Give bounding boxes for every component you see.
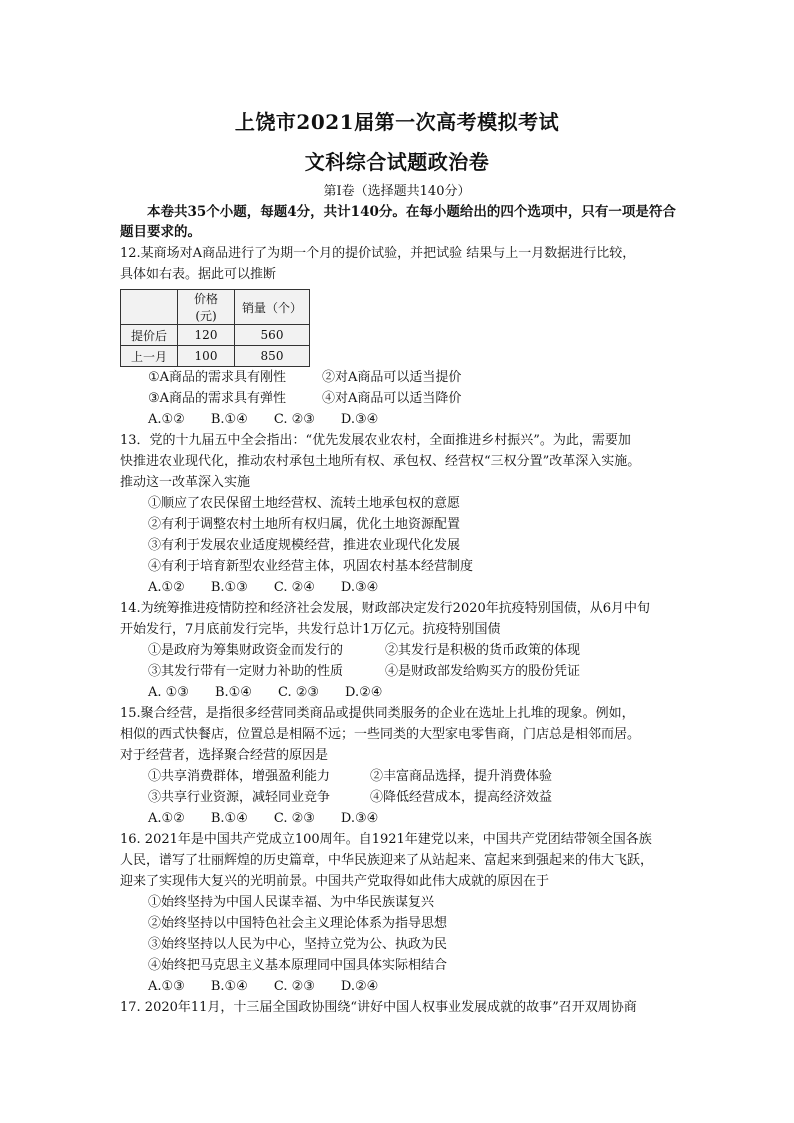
- answer-choice: A.①③: [148, 979, 185, 994]
- q12-answer-choices: [148, 410, 404, 430]
- q15-stem-line-2: 相似的西式快餐店，位置总是相隔不远；一些同类的大型家电零售商，门店总是相邻而居。: [120, 727, 641, 742]
- answer-choice: C. ②③: [273, 811, 315, 826]
- q14-option-3: ③其发行带有一定财力补助的性质: [148, 664, 344, 679]
- answer-choice: B.①④: [214, 685, 252, 700]
- answer-choice: C. ②③: [277, 685, 320, 700]
- q12-option-3: ③A商品的需求具有弹性: [148, 391, 287, 406]
- instruction-text: 本卷共35个小题，每题4分，共计140分。在每小题给出的四个选项中，只有一项是符合题目要求的。: [120, 204, 676, 240]
- q16-stem-line-2: 人民，谱写了壮丽辉煌的历史篇章，中华民族迎来了从站起来、富起来到强起来的伟大飞跃，: [120, 853, 654, 868]
- q15-stem-line-1: 15.聚合经营，是指很多经营同类商品或提供同类服务的企业在选址上扎堆的现象。例如，: [120, 706, 635, 721]
- table-cell: 560: [235, 325, 310, 346]
- q17-stem-line-1: 17. 2020年11月，十三届全国政协围绕“讲好中国人权事业发展成就的故事”召开双周协商: [120, 1000, 637, 1015]
- q12-data-table: [120, 289, 310, 367]
- table-header-cell: 价格(元): [178, 290, 235, 325]
- q14-answer-choices: [148, 683, 408, 703]
- q15-option-4: ④降低经营成本，提高经济效益: [370, 790, 553, 805]
- q12-option-1: ①A商品的需求具有刚性: [148, 370, 287, 385]
- answer-choice: D.②④: [345, 685, 383, 700]
- answer-choice: B.①④: [210, 811, 248, 826]
- table-cell: 100: [178, 346, 235, 367]
- q14-stem-line-2: 开始发行，7月底前发行完毕，共发行总计1万亿元。抗疫特别国债: [120, 622, 501, 637]
- q12-option-2: ②对A商品可以适当提价: [322, 370, 462, 385]
- exam-title: 上饶市2021届第一次高考模拟考试: [234, 110, 560, 134]
- q16-option-4: ④始终把马克思主义基本原理同中国具体实际相结合: [148, 958, 448, 973]
- answer-choice: B.①③: [210, 580, 248, 595]
- section-heading: 第Ⅰ卷（选择题共140分）: [323, 184, 471, 199]
- q16-answer-choices: [148, 977, 404, 997]
- answer-choice: A.①②: [148, 580, 185, 595]
- q15-answer-choices: [148, 809, 404, 829]
- q12-option-4: ④对A商品可以适当降价: [322, 391, 462, 406]
- q16-option-2: ②始终坚持以中国特色社会主义理论体系为指导思想: [148, 916, 448, 931]
- q15-option-2: ②丰富商品选择，提升消费体验: [370, 769, 553, 784]
- q12-stem-line-2: 具体如右表。据此可以推断: [120, 267, 277, 282]
- answer-choice: D.②④: [340, 979, 379, 994]
- q15-stem-line-3: 对于经营者，选择聚合经营的原因是: [120, 748, 329, 763]
- q14-option-4: ④是财政部发给购买方的股份凭证: [385, 664, 581, 679]
- table-cell: 120: [178, 325, 235, 346]
- q13-stem-line-3: 推动这一改革深入实施: [120, 475, 251, 490]
- table-row: [121, 325, 310, 346]
- q13-stem-line-1: 13．党的十九届五中全会指出：“优先发展农业农村，全面推进乡村振兴”。为此，需要加: [120, 433, 631, 448]
- q14-option-2: ②其发行是积极的货币政策的体现: [385, 643, 581, 658]
- exam-subtitle: 文科综合试题政治卷: [304, 150, 490, 174]
- q15-option-1: ①共享消费群体，增强盈利能力: [148, 769, 331, 784]
- q16-stem-line-3: 迎来了实现伟大复兴的光明前景。中国共产党取得如此伟大成就的原因在于: [120, 874, 550, 889]
- q13-option-3: ③有利于发展农业适度规模经营，推进农业现代化发展: [148, 538, 461, 553]
- answer-choice: A.①②: [148, 412, 185, 427]
- answer-choice: B.①④: [210, 979, 248, 994]
- table-cell: 提价后: [121, 325, 178, 346]
- q13-option-2: ②有利于调整农村土地所有权归属，优化土地资源配置: [148, 517, 461, 532]
- answer-choice: D.③④: [340, 580, 379, 595]
- answer-choice: D.③④: [340, 412, 379, 427]
- answer-choice: A.①②: [148, 811, 185, 826]
- answer-choice: C. ②③: [273, 979, 315, 994]
- table-row: [121, 290, 310, 325]
- q16-option-3: ③始终坚持以人民为中心，坚持立党为公、执政为民: [148, 937, 448, 952]
- q16-option-1: ①始终坚持为中国人民谋幸福、为中华民族谋复兴: [148, 895, 435, 910]
- answer-choice: A. ①③: [148, 685, 189, 700]
- table-cell: 850: [235, 346, 310, 367]
- table-cell: 上一月: [121, 346, 178, 367]
- q13-stem-line-2: 快推进农业现代化，推动农村承包土地所有权、承包权、经营权“三权分置”改革深入实施。: [120, 454, 641, 469]
- answer-choice: D.③④: [340, 811, 379, 826]
- q13-option-1: ①顺应了农民保留土地经营权、流转土地承包权的意愿: [148, 496, 461, 511]
- q14-stem-line-1: 14.为统筹推进疫情防控和经济社会发展，财政部决定发行2020年抗疫特别国债，从6月中旬: [120, 601, 651, 616]
- table-header-cell: [121, 290, 178, 325]
- q15-option-3: ③共享行业资源，减轻同业竞争: [148, 790, 331, 805]
- q12-stem-line-1: 12.某商场对A商品进行了为期一个月的提价试验，并把试验 结果与上一月数据进行比较，: [120, 246, 636, 261]
- answer-choice: C. ②④: [273, 580, 315, 595]
- table-row: [121, 346, 310, 367]
- answer-choice: C. ②③: [273, 412, 315, 427]
- q13-answer-choices: [148, 578, 404, 598]
- answer-choice: B.①④: [210, 412, 248, 427]
- q16-stem-line-1: 16. 2021年是中国共产党成立100周年。自1921年建党以来，中国共产党团结带领全国各族: [120, 832, 652, 847]
- table-header-cell: 销量（个）: [235, 290, 310, 325]
- q13-option-4: ④有利于培育新型农业经营主体，巩固农村基本经营制度: [148, 559, 474, 574]
- q14-option-1: ①是政府为筹集财政资金而发行的: [148, 643, 344, 658]
